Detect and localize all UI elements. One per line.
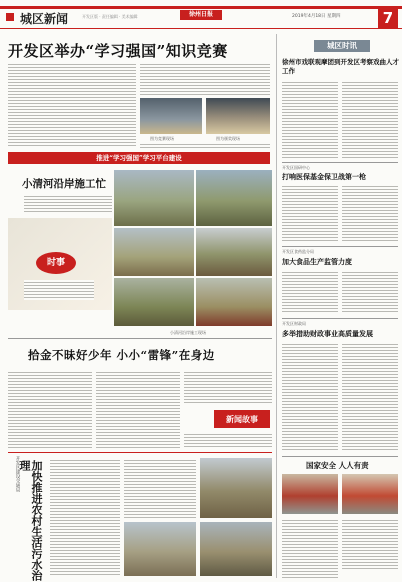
village-intro-text: [24, 194, 112, 214]
lead-photo-1: [140, 98, 202, 134]
page-number: 7: [378, 8, 398, 28]
header-bottom-rule: [0, 28, 402, 29]
story-col-3: [184, 370, 272, 404]
bottom-headline: 加快推进农村生活污水治理: [18, 460, 43, 581]
editor-line: 开发区版 · 责任编辑 · 美术编辑: [82, 14, 138, 19]
photo-feature-title: 国家安全 人人有责: [306, 461, 369, 470]
sidebar-item-1-text-b: [342, 80, 398, 158]
sidebar-item-3-text-a: [282, 270, 338, 314]
village-box-text: [24, 280, 94, 300]
sidebar-item-4-kicker: 开发区财政局: [282, 321, 306, 326]
sidebar-item-2-title: 打响医保基金保卫战第一枪: [282, 172, 366, 181]
story-headline: 拾金不昧好少年 小小“雷锋”在身边: [28, 348, 215, 362]
sidebar-tag: 城区时讯: [314, 40, 370, 52]
village-headline: 小清河沿岸施工忙: [22, 178, 106, 190]
village-photo-3: [114, 228, 194, 276]
village-photo-6: [196, 278, 272, 326]
bottom-photo-3: [200, 522, 272, 576]
sidebar-rule-4: [282, 456, 398, 457]
lead-photo-2: [206, 98, 270, 134]
bottom-photo-1: [124, 522, 196, 576]
sidebar-rule-2: [282, 246, 398, 247]
story-badge: 新闻故事: [214, 410, 270, 428]
village-photo-1: [114, 170, 194, 226]
feature-text-b: [342, 518, 398, 570]
bottom-kicker: 开发区建设交通局: [15, 456, 20, 492]
sidebar-item-4-title: 多举措助财政事业高质量发展: [282, 329, 373, 338]
sidebar-item-3-text-b: [342, 270, 398, 314]
bottom-photo-2: [200, 458, 272, 518]
story-col-1: [8, 370, 92, 448]
lead-banner: 推进“学习强国”学习平台建设: [8, 152, 270, 164]
feature-photo-1: [282, 474, 338, 514]
sidebar-item-4-text-a: [282, 342, 338, 452]
feature-photo-2: [342, 474, 398, 514]
bottom-col-2: [124, 458, 196, 518]
village-photo-2: [196, 170, 272, 226]
story-top-rule: [8, 338, 272, 339]
newspaper-logo: 徐州日报: [180, 10, 222, 20]
page-header: [0, 0, 402, 30]
sidebar-item-1-text-a: [282, 80, 338, 158]
lead-photo-caption-1: 图为竞赛现场: [150, 136, 174, 141]
lead-photo-caption-2: 图为颁奖现场: [216, 136, 240, 141]
story-col-2: [96, 370, 180, 448]
lead-body-text-3: [140, 142, 270, 148]
lead-headline: 开发区举办“学习强国”知识竞赛: [8, 42, 228, 60]
story-col-3b: [184, 432, 272, 448]
column-divider: [276, 34, 277, 578]
sidebar-item-3-kicker: 开发区食药监分局: [282, 249, 314, 254]
sidebar-rule-1: [282, 162, 398, 163]
header-rule: [0, 6, 402, 9]
sidebar-item-2-kicker: 开发区国研中心: [282, 165, 310, 170]
sidebar-rule-3: [282, 318, 398, 319]
news-badge: 时事: [36, 252, 76, 274]
issue-date: 2019年4月18日 星期四: [292, 14, 341, 19]
sidebar-item-4-text-b: [342, 342, 398, 452]
bottom-rule: [8, 452, 272, 453]
lead-body-text-2: [140, 62, 270, 96]
village-photo-5: [114, 278, 194, 326]
village-caption: 小清河沿岸施工现场: [170, 330, 206, 335]
section-title: 城区新闻: [20, 12, 69, 26]
village-photo-4: [196, 228, 272, 276]
sidebar-item-1-title: 徐州市戏联观摩团到开发区考察戏曲人才工作: [282, 58, 399, 75]
sidebar-item-2-text-a: [282, 184, 338, 242]
feature-text-a: [282, 518, 338, 578]
section-marker-icon: [6, 13, 14, 21]
lead-body-text: [8, 62, 136, 148]
sidebar-item-3-title: 加大食品生产监管力度: [282, 257, 352, 266]
bottom-col-1: [50, 458, 120, 576]
sidebar-item-2-text-b: [342, 184, 398, 242]
village-graphic: [8, 218, 112, 310]
